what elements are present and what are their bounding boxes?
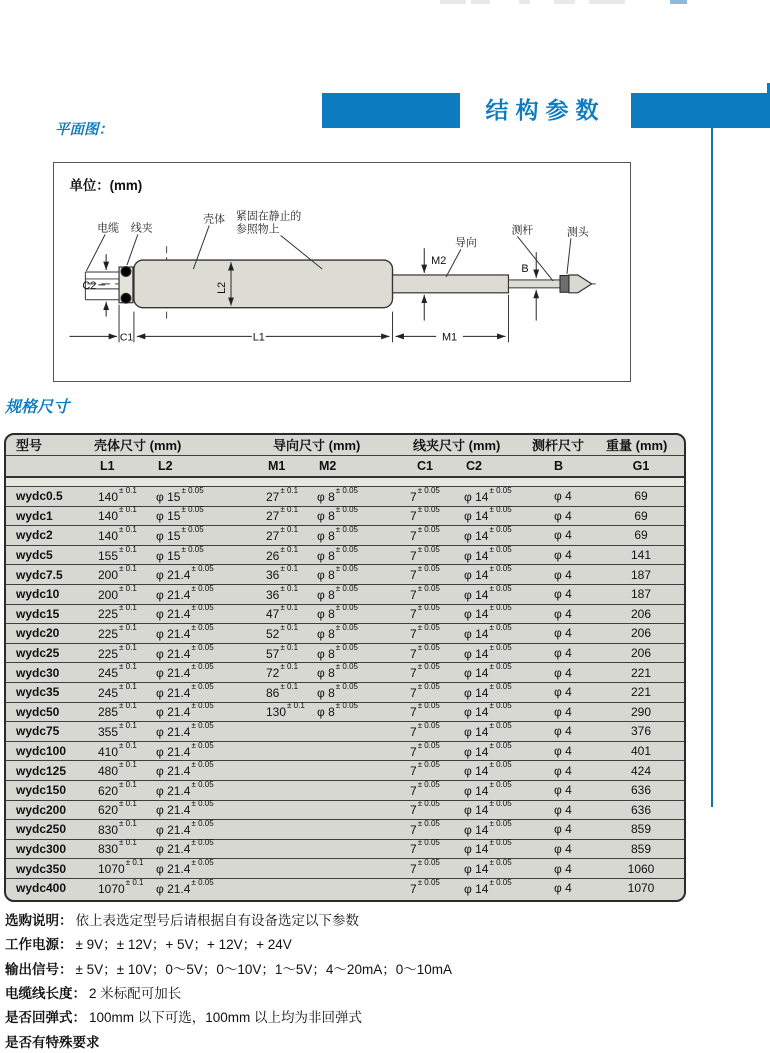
- group-header-clamp: 线夹尺寸 (mm): [413, 437, 501, 453]
- spec-row: wydc200 $620^{\pm 0.1}$ φ $21.4^{\pm 0.05}$ $7^{\pm 0.05}$ φ $14^{\pm 0.05}$ φ 4 636: [6, 800, 684, 820]
- crop-mark: [440, 0, 466, 4]
- dim-label-m1: M1: [441, 331, 458, 344]
- spec-row: wydc7.5 $200^{\pm 0.1}$ φ $21.4^{\pm 0.05}$ $36^{\pm 0.1}$ φ $8^{\pm 0.05}$ $7^{\pm 0.05}$ φ $14^{\pm 0.05}$ φ 4 187: [6, 564, 684, 584]
- label-mount-line1: 紧固在静止的: [235, 210, 302, 223]
- spec-row: wydc35 $245^{\pm 0.1}$ φ $21.4^{\pm 0.05}$ $86^{\pm 0.1}$ φ $8^{\pm 0.05}$ $7^{\pm 0.05}$ φ $14^{\pm 0.05}$ φ 4 221: [6, 682, 684, 702]
- sub-header-L1: L1: [100, 458, 115, 473]
- spec-row: wydc30 $245^{\pm 0.1}$ φ $21.4^{\pm 0.05}$ $72^{\pm 0.1}$ φ $8^{\pm 0.05}$ $7^{\pm 0.05}$ φ $14^{\pm 0.05}$ φ 4 221: [6, 662, 684, 682]
- spec-row: wydc1 $140^{\pm 0.1}$ φ $15^{\pm 0.05}$ $27^{\pm 0.1}$ φ $8^{\pm 0.05}$ $7^{\pm 0.05}$ φ $14^{\pm 0.05}$ φ 4 69: [6, 506, 684, 526]
- header-bar-right: [631, 93, 770, 128]
- note-line: 是否有特殊要求: [5, 1034, 100, 1050]
- note-line: 选购说明： 依上表选定型号后请根据自有设备选定以下参数: [5, 913, 359, 929]
- crop-mark: [554, 0, 575, 4]
- dim-label-m2: M2: [431, 255, 447, 268]
- probe-tip-shape: [569, 275, 592, 293]
- label-clamp: 线夹: [130, 222, 153, 235]
- spec-row: wydc0.5 $140^{\pm 0.1}$ φ $15^{\pm 0.05}$ $27^{\pm 0.1}$ φ $8^{\pm 0.05}$ $7^{\pm 0.05}$ φ $14^{\pm 0.05}$ φ 4 69: [6, 486, 684, 506]
- spec-row: wydc75 $355^{\pm 0.1}$ φ $21.4^{\pm 0.05}$ $7^{\pm 0.05}$ φ $14^{\pm 0.05}$ φ 4 376: [6, 721, 684, 741]
- spec-row: wydc25 $225^{\pm 0.1}$ φ $21.4^{\pm 0.05}$ $57^{\pm 0.1}$ φ $8^{\pm 0.05}$ $7^{\pm 0.05}$ φ $14^{\pm 0.05}$ φ 4 206: [6, 643, 684, 663]
- group-header-guide: 导向尺寸 (mm): [273, 437, 361, 453]
- dim-label-l1: L1: [252, 331, 265, 344]
- diagram-svg: [54, 163, 630, 381]
- spec-row: wydc350 $1070^{\pm 0.1}$ φ $21.4^{\pm 0.05}$ $7^{\pm 0.05}$ φ $14^{\pm 0.05}$ φ 4 1060: [6, 858, 684, 878]
- table-body: [6, 486, 684, 897]
- dim-label-l2: L2: [216, 281, 229, 294]
- sub-header-M1: M1: [268, 458, 286, 473]
- sub-header-C1: C1: [417, 458, 433, 473]
- dim-c2: [98, 254, 106, 316]
- probe-collar-shape: [560, 275, 569, 292]
- spec-row: wydc50 $285^{\pm 0.1}$ φ $21.4^{\pm 0.05}$ $130^{\pm 0.1}$ φ $8^{\pm 0.05}$ $7^{\pm 0.05}$ φ $14^{\pm 0.05}$ φ 4 290: [6, 702, 684, 722]
- note-line: 输出信号： ± 5V；± 10V；0～5V；0～10V；1～5V；4～20mA；0～10mA: [5, 961, 452, 977]
- label-housing: 壳体: [203, 213, 226, 226]
- spec-row: wydc250 $830^{\pm 0.1}$ φ $21.4^{\pm 0.05}$ $7^{\pm 0.05}$ φ $14^{\pm 0.05}$ φ 4 859: [6, 819, 684, 839]
- unit-label: 单位：(mm): [69, 177, 143, 193]
- group-header-housing: 壳体尺寸 (mm): [94, 437, 182, 453]
- spec-row: wydc2 $140^{\pm 0.1}$ φ $15^{\pm 0.05}$ $27^{\pm 0.1}$ φ $8^{\pm 0.05}$ $7^{\pm 0.05}$ φ $14^{\pm 0.05}$ φ 4 69: [6, 525, 684, 545]
- group-header-rod: 测杆尺寸: [532, 437, 585, 453]
- spec-table-group-header: [6, 435, 684, 455]
- note-line: 是否回弹式： 100mm 以下可选，100mm 以上均为非回弹式: [5, 1010, 363, 1026]
- page-title: 结构参数: [485, 97, 606, 123]
- spec-row: wydc15 $225^{\pm 0.1}$ φ $21.4^{\pm 0.05}$ $47^{\pm 0.1}$ φ $8^{\pm 0.05}$ $7^{\pm 0.05}$ φ $14^{\pm 0.05}$ φ 4 206: [6, 604, 684, 624]
- group-header-weight: 重量 (mm): [606, 437, 668, 453]
- sub-header-C2: C2: [466, 458, 482, 473]
- clamp-shape: [119, 267, 133, 304]
- sub-header-M2: M2: [319, 458, 337, 473]
- spec-table-title: 规格尺寸: [5, 399, 70, 416]
- note-line: 电缆线长度： 2 米标配可加长: [5, 986, 182, 1002]
- header-bar-left: [322, 93, 460, 128]
- spec-row: wydc20 $225^{\pm 0.1}$ φ $21.4^{\pm 0.05}$ $52^{\pm 0.1}$ φ $8^{\pm 0.05}$ $7^{\pm 0.05}$ φ $14^{\pm 0.05}$ φ 4 206: [6, 623, 684, 643]
- housing-shape: [134, 260, 393, 308]
- sub-header-L2: L2: [158, 458, 173, 473]
- dim-label-b: B: [521, 263, 529, 275]
- spec-row: wydc10 $200^{\pm 0.1}$ φ $21.4^{\pm 0.05}$ $36^{\pm 0.1}$ φ $8^{\pm 0.05}$ $7^{\pm 0.05}$ φ $14^{\pm 0.05}$ φ 4 187: [6, 584, 684, 604]
- crop-mark: [519, 0, 530, 4]
- crop-mark: [670, 0, 687, 4]
- plan-view-label: 平面图：: [55, 122, 113, 138]
- notes: [5, 907, 715, 1053]
- guide-shape: [393, 275, 509, 293]
- crop-mark: [471, 0, 490, 4]
- label-rod: 测杆: [511, 224, 534, 237]
- label-cable: 电缆: [97, 222, 120, 235]
- dim-label-c1: C1: [119, 332, 134, 344]
- label-mount-line2: 参照物上: [235, 223, 280, 236]
- sub-header-B: B: [554, 458, 564, 473]
- spec-table-sub-header: [6, 455, 684, 476]
- crop-mark: [589, 0, 625, 4]
- header-spacer: [6, 476, 684, 486]
- spec-row: wydc125 $480^{\pm 0.1}$ φ $21.4^{\pm 0.05}$ $7^{\pm 0.05}$ φ $14^{\pm 0.05}$ φ 4 424: [6, 760, 684, 780]
- sensor-dimension-diagram: [53, 162, 631, 382]
- spec-row: wydc150 $620^{\pm 0.1}$ φ $21.4^{\pm 0.05}$ $7^{\pm 0.05}$ φ $14^{\pm 0.05}$ φ 4 636: [6, 780, 684, 800]
- dim-label-c2: C2: [82, 279, 97, 292]
- spec-table: [4, 433, 686, 902]
- sub-header-G1: G1: [632, 458, 650, 473]
- label-guide: 导向: [454, 237, 477, 250]
- spec-row: wydc100 $410^{\pm 0.1}$ φ $21.4^{\pm 0.05}$ $7^{\pm 0.05}$ φ $14^{\pm 0.05}$ φ 4 401: [6, 741, 684, 761]
- spec-row: wydc400 $1070^{\pm 0.1}$ φ $21.4^{\pm 0.05}$ $7^{\pm 0.05}$ φ $14^{\pm 0.05}$ φ 4 1070: [6, 878, 684, 898]
- group-header-model: 型号: [16, 437, 43, 453]
- spec-row: wydc5 $155^{\pm 0.1}$ φ $15^{\pm 0.05}$ $26^{\pm 0.1}$ φ $8^{\pm 0.05}$ $7^{\pm 0.05}$ φ $14^{\pm 0.05}$ φ 4 141: [6, 545, 684, 565]
- label-probe: 测头: [566, 226, 589, 239]
- rod-shape: [508, 280, 560, 288]
- vertical-divider-rule: [711, 128, 713, 807]
- note-line: 工作电源： ± 9V；± 12V；+ 5V；+ 12V；+ 24V: [5, 937, 292, 953]
- spec-row: wydc300 $830^{\pm 0.1}$ φ $21.4^{\pm 0.05}$ $7^{\pm 0.05}$ φ $14^{\pm 0.05}$ φ 4 859: [6, 839, 684, 859]
